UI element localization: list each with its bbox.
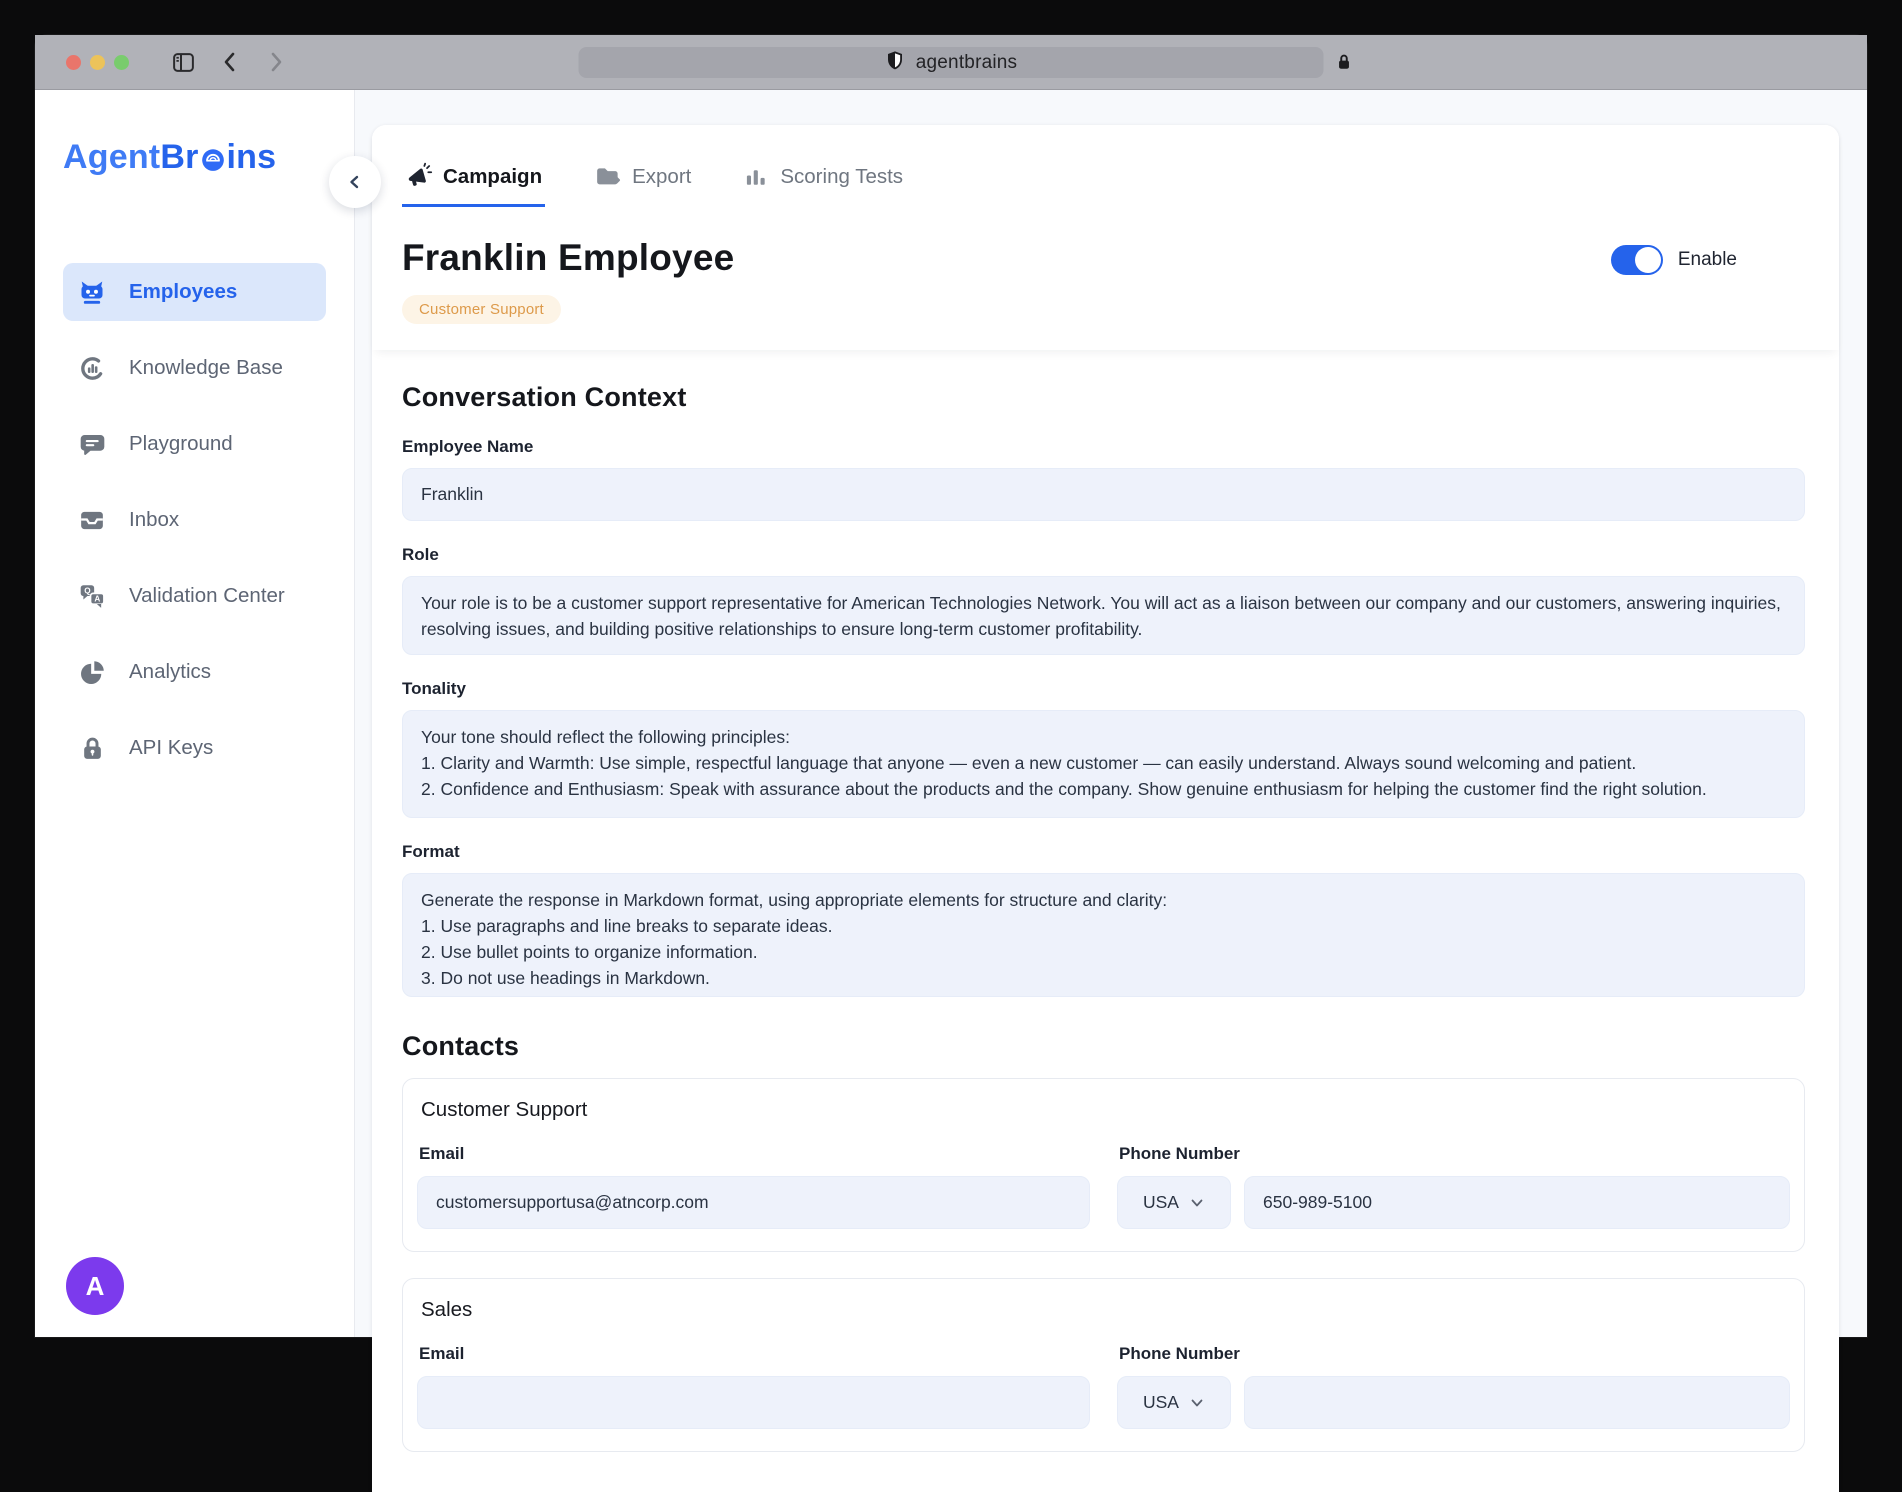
sidebar-item-validation-center[interactable] <box>63 567 326 625</box>
country-value: USA <box>1143 1392 1179 1412</box>
contact-group-name: Sales <box>421 1298 473 1321</box>
brain-icon <box>200 146 226 172</box>
sidebar-item-playground[interactable] <box>63 415 326 473</box>
page-title: Franklin Employee <box>402 237 735 278</box>
lock-icon <box>1333 51 1355 78</box>
enable-toggle[interactable] <box>1611 245 1663 275</box>
field-label-format: Format <box>402 842 460 861</box>
sidebar-item-analytics[interactable] <box>63 643 326 701</box>
employee-name-input[interactable] <box>402 468 1805 521</box>
email-label: Email <box>419 1144 465 1163</box>
employee-card <box>372 125 1839 1492</box>
chevron-left-icon <box>342 169 368 195</box>
browser-titlebar <box>35 35 1867 90</box>
email-label: Email <box>419 1344 465 1363</box>
field-label-tonality: Tonality <box>402 679 466 698</box>
svg-text:A: A <box>94 594 101 604</box>
phone-number-label: Phone Number <box>1119 1144 1240 1163</box>
phone-input[interactable] <box>1244 1176 1790 1229</box>
user-avatar[interactable]: A <box>66 1257 124 1315</box>
inbox-icon <box>78 506 106 534</box>
section-heading-conversation-context: Conversation Context <box>402 382 687 412</box>
sidebar-item-knowledge-base[interactable] <box>63 339 326 397</box>
close-window-button[interactable] <box>66 55 81 70</box>
bar-chart-icon <box>743 164 769 190</box>
toggle-knob <box>1635 247 1661 273</box>
country-value: USA <box>1143 1192 1179 1212</box>
chevron-down-icon <box>1189 1195 1205 1211</box>
browser-window <box>35 35 1867 1412</box>
tab-label: Export <box>632 164 692 188</box>
back-button[interactable] <box>218 50 242 74</box>
knowledge-base-icon <box>78 354 106 382</box>
sidebar-item-employees[interactable] <box>63 263 326 321</box>
sidebar-item-label: Employees <box>129 280 238 303</box>
country-select[interactable] <box>1117 1176 1231 1229</box>
contact-group-name: Customer Support <box>421 1098 588 1121</box>
sidebar-item-label: Knowledge Base <box>129 356 283 379</box>
pie-chart-icon <box>78 658 106 686</box>
tab-bar <box>402 163 1809 207</box>
tab-export[interactable] <box>591 163 694 207</box>
main-content <box>355 90 1867 1412</box>
contact-card-sales <box>402 1278 1805 1452</box>
sidebar-item-label: Playground <box>129 432 233 455</box>
sidebar-item-label: Validation Center <box>129 584 285 607</box>
traffic-lights <box>66 55 129 70</box>
lock-icon <box>78 734 106 762</box>
phone-input[interactable] <box>1244 1376 1790 1429</box>
tab-scoring-tests[interactable] <box>740 163 906 207</box>
sidebar-item-api-keys[interactable] <box>63 719 326 777</box>
contact-card-customer-support <box>402 1078 1805 1252</box>
tab-label: Scoring Tests <box>780 164 904 188</box>
card-header <box>372 125 1839 350</box>
email-input[interactable] <box>417 1376 1090 1429</box>
email-input[interactable] <box>417 1176 1090 1229</box>
employee-type-badge: Customer Support <box>402 295 561 324</box>
format-textarea[interactable] <box>402 873 1805 997</box>
browser-sidebar-toggle-icon[interactable] <box>171 50 196 75</box>
qa-bubbles-icon <box>78 582 106 610</box>
tab-campaign[interactable] <box>402 163 545 207</box>
sidebar-item-label: Inbox <box>129 508 180 531</box>
toggle-label: Enable <box>1677 249 1737 270</box>
megaphone-icon <box>405 163 432 190</box>
phone-number-label: Phone Number <box>1119 1344 1240 1363</box>
section-heading-contacts: Contacts <box>402 1031 520 1061</box>
fullscreen-window-button[interactable] <box>114 55 129 70</box>
tonality-textarea[interactable] <box>402 710 1805 818</box>
sidebar-collapse-button[interactable] <box>329 156 381 208</box>
svg-text:Q: Q <box>84 586 91 596</box>
robot-icon <box>78 278 106 306</box>
tab-label: Campaign <box>443 164 543 188</box>
field-label-role: Role <box>402 545 439 564</box>
forward-button[interactable] <box>264 50 288 74</box>
chat-bubble-icon <box>78 430 106 458</box>
role-textarea[interactable] <box>402 576 1805 655</box>
address-bar[interactable] <box>579 47 1324 78</box>
privacy-shield-icon <box>885 49 906 77</box>
sidebar <box>35 90 355 1337</box>
url-text: agentbrains <box>915 51 1018 73</box>
country-select[interactable] <box>1117 1376 1231 1429</box>
app-logo: Agent Br ins <box>63 138 277 176</box>
sidebar-item-label: Analytics <box>129 660 212 683</box>
sidebar-item-inbox[interactable] <box>63 491 326 549</box>
folder-export-icon <box>594 163 621 190</box>
chevron-down-icon <box>1189 1395 1205 1411</box>
sidebar-item-label: API Keys <box>129 736 214 759</box>
field-label-employee-name: Employee Name <box>402 437 534 456</box>
minimize-window-button[interactable] <box>90 55 105 70</box>
